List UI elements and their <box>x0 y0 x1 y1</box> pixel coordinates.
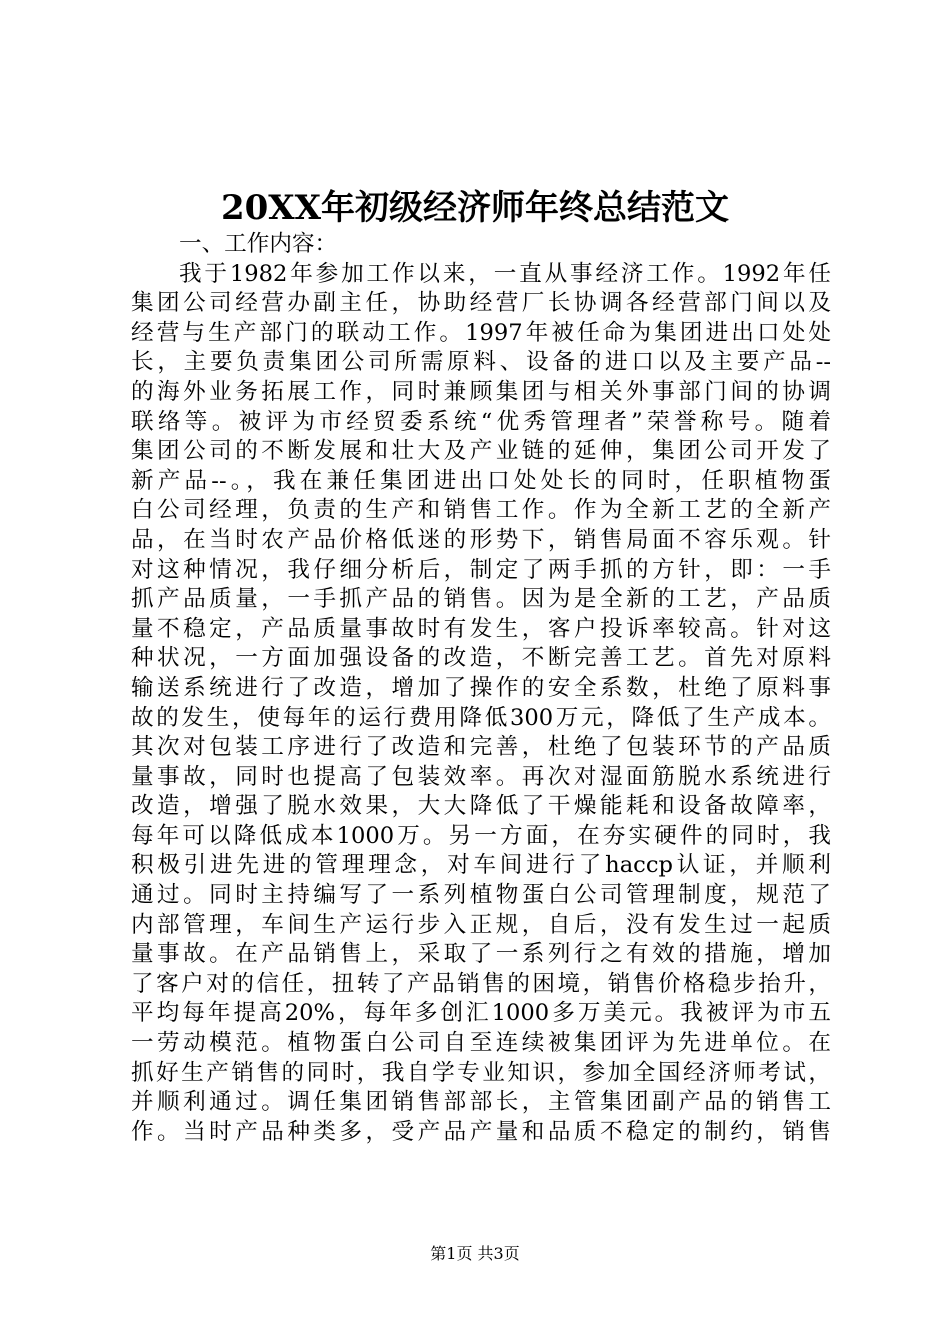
page-number-footer: 第1页 共3页 <box>430 1244 520 1263</box>
paragraph-line: 品，在当时农产品价格低迷的形势下，销售局面不容乐观。针 <box>131 526 831 553</box>
paragraph-line: 长，主要负责集团公司所需原料、设备的进口以及主要产品-- <box>131 349 831 376</box>
paragraph-line: 种状况，一方面加强设备的改造，不断完善工艺。首先对原料 <box>131 645 831 672</box>
paragraph-line: 对这种情况，我仔细分析后，制定了两手抓的方针，即：一手 <box>131 556 831 583</box>
paragraph-line: 其次对包装工序进行了改造和完善，杜绝了包装环节的产品质 <box>131 734 831 761</box>
paragraph-line: 平均每年提高20%，每年多创汇1000多万美元。我被评为市五 <box>131 1000 831 1027</box>
paragraph-line: 故的发生，使每年的运行费用降低300万元，降低了生产成本。 <box>131 704 831 731</box>
paragraph-line: 抓产品质量，一手抓产品的销售。因为是全新的工艺，产品质 <box>131 586 831 613</box>
paragraph-line: 集团公司经营办副主任，协助经营厂长协调各经营部门间以及 <box>131 290 831 317</box>
paragraph-line: 输送系统进行了改造，增加了操作的安全系数，杜绝了原料事 <box>131 674 831 701</box>
paragraph-line: 集团公司的不断发展和壮大及产业链的延伸，集团公司开发了 <box>131 438 831 465</box>
paragraph-line: 内部管理，车间生产运行步入正规，自后，没有发生过一起质 <box>131 911 831 938</box>
paragraph-line: 通过。同时主持编写了一系列植物蛋白公司管理制度，规范了 <box>131 882 831 909</box>
paragraph-line: 白公司经理，负责的生产和销售工作。作为全新工艺的全新产 <box>131 497 831 524</box>
paragraph-line: 新产品--。，我在兼任集团进出口处处长的同时，任职植物蛋 <box>131 467 831 494</box>
paragraph-line: 每年可以降低成本1000万。另一方面，在夯实硬件的同时，我 <box>131 822 831 849</box>
paragraph-line: 量事故。在产品销售上，采取了一系列行之有效的措施，增加 <box>131 941 831 968</box>
paragraph-line: 了客户对的信任，扭转了产品销售的困境，销售价格稳步抬升， <box>131 970 831 997</box>
paragraph-line: 并顺利通过。调任集团销售部部长，主管集团副产品的销售工 <box>131 1089 831 1116</box>
paragraph-line: 一劳动模范。植物蛋白公司自至连续被集团评为先进单位。在 <box>131 1030 831 1057</box>
document-body <box>131 230 831 1147</box>
paragraph-line: 的海外业务拓展工作，同时兼顾集团与相关外事部门间的协调 <box>131 378 831 405</box>
paragraph-line: 积极引进先进的管理理念，对车间进行了haccp认证，并顺利 <box>131 852 831 879</box>
paragraph-line: 抓好生产销售的同时，我自学专业知识，参加全国经济师考试， <box>131 1059 831 1086</box>
section-heading: 一、工作内容： <box>179 231 338 257</box>
paragraph-line: 作。当时产品种类多，受产品产量和品质不稳定的制约，销售 <box>131 1118 831 1145</box>
document-title: 20XX年初级经济师年终总结范文 <box>220 188 730 228</box>
paragraph-line: 量事故，同时也提高了包装效率。再次对湿面筋脱水系统进行 <box>131 763 831 790</box>
paragraph-line: 量不稳定，产品质量事故时有发生，客户投诉率较高。针对这 <box>131 615 831 642</box>
paragraph-line: 改造，增强了脱水效果，大大降低了干燥能耗和设备故障率， <box>131 793 831 820</box>
paragraph-line: 联络等。被评为市经贸委系统“优秀管理者”荣誉称号。随着 <box>131 408 831 435</box>
paragraph-line: 经营与生产部门的联动工作。1997年被任命为集团进出口处处 <box>131 319 831 346</box>
paragraph-line: 我于1982年参加工作以来，一直从事经济工作。1992年任 <box>179 260 831 287</box>
